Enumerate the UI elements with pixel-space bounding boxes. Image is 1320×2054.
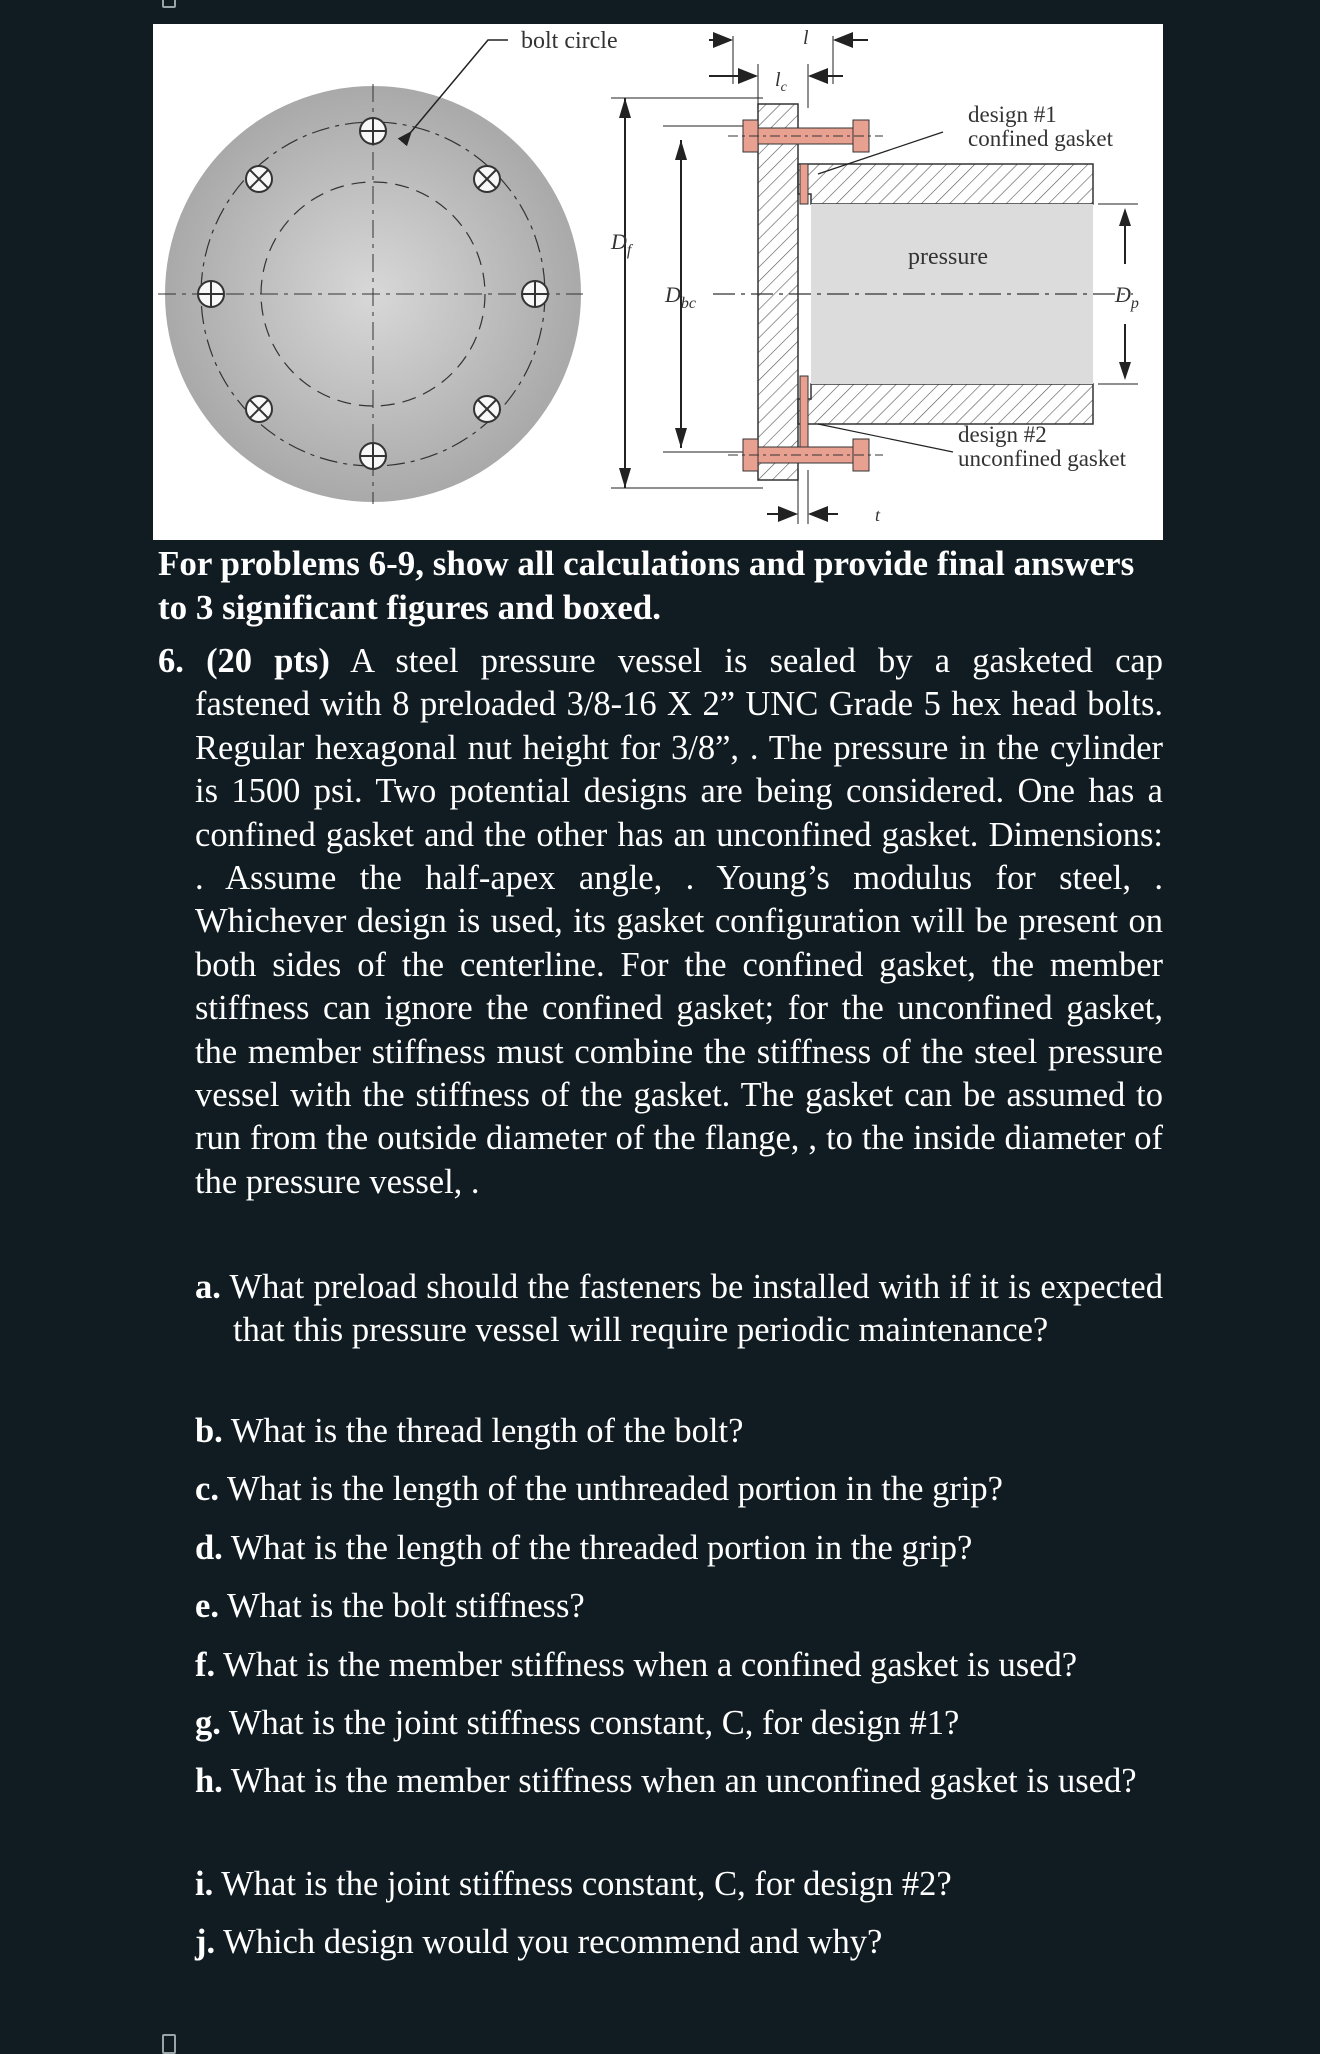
- problem-6: [158, 640, 1163, 1204]
- part-j: j. Which design would you recommend and why?: [195, 1923, 883, 1961]
- bolt-hole-bl: [246, 396, 272, 422]
- part-i: i. What is the joint stiffness constant, C, for design #2?: [195, 1865, 952, 1903]
- label-lc: $l_c$: [775, 69, 787, 95]
- gasket-confined: [800, 164, 808, 204]
- part-b: b. What is the thread length of the bolt?: [195, 1412, 744, 1450]
- label-design1-line1: design #1: [968, 102, 1057, 127]
- bolt-top: [728, 120, 883, 152]
- part-f: f. What is the member stiffness when a confined gasket is used?: [195, 1646, 1078, 1684]
- bolt-hole-left: [198, 281, 224, 307]
- label-t: t: [875, 505, 881, 525]
- label-design1-line2: confined gasket: [968, 126, 1113, 151]
- pipe-wall-bottom: [798, 384, 1093, 424]
- label-dp: $D_p$: [1115, 282, 1139, 312]
- problem-6-first-line: [158, 640, 1163, 683]
- problem-6-first-text: A steel pressure vessel is sealed by a gasketed cap: [350, 642, 1163, 680]
- bolt-hole-tr: [474, 166, 500, 192]
- part-e: e. What is the bolt stiffness?: [195, 1587, 585, 1625]
- part-d: d. What is the length of the threaded portion in the grip?: [195, 1529, 973, 1567]
- figure-drawing: [153, 24, 1163, 540]
- problem-6-number: 6. (20 pts): [158, 642, 330, 680]
- pressure-vessel-figure: [153, 24, 1163, 540]
- checkbox-bottom[interactable]: [162, 2034, 176, 2054]
- label-pressure: pressure: [908, 244, 988, 270]
- label-design2-line1: design #2: [958, 422, 1047, 447]
- bolt-hole-top: [360, 118, 386, 144]
- part-c: c. What is the length of the unthreaded portion in the grip?: [195, 1470, 1003, 1508]
- label-design2-line2: unconfined gasket: [958, 446, 1126, 471]
- pipe-wall-top: [798, 164, 1093, 204]
- label-l: l: [803, 27, 809, 49]
- bolt-hole-tl: [246, 166, 272, 192]
- gasket-unconfined: [800, 376, 808, 454]
- part-a: a. What preload should the fasteners be installed with if it is expected that this pressure vessel will require periodic maintenance?: [195, 1268, 1163, 1350]
- checkbox-top[interactable]: [162, 0, 176, 8]
- label-dbc: $D_{bc}$: [665, 282, 696, 312]
- label-bolt-circle: bolt circle: [521, 28, 618, 54]
- part-g: g. What is the joint stiffness constant, C, for design #1?: [195, 1704, 960, 1742]
- bolt-hole-br: [474, 396, 500, 422]
- cap-section: [758, 104, 798, 480]
- bolt-hole-bottom: [360, 443, 386, 469]
- label-df: $D_f$: [611, 229, 632, 259]
- part-h: h. What is the member stiffness when an unconfined gasket is used?: [195, 1762, 1137, 1800]
- problem-6-body: fastened with 8 preloaded 3/8-16 X 2” UNC Grade 5 hex head bolts. Regular hexagonal nut height for 3/8”, . The pressure in the cylinder is 1500 psi. Two potential designs are being considered. One has a confined gasket and the other has an unconfined gasket. Dimensions: . Assume the half-apex angle, . Young’s modulus for steel, . Whichever design is used, its gasket configuration will be present on both sides of the centerline. For the confined gasket, the member stiffness can ignore the confined gasket; for the unconfined gasket, the member stiffness must combine the stiffness of the steel pressure vessel with the stiffness of the gasket. The gasket can be assumed to run from the outside diameter of the flange, , to the inside diameter of the pressure vessel, .: [195, 685, 1163, 1201]
- problems-intro: For problems 6-9, show all calculations and provide final answers to 3 significant figures and boxed.: [158, 544, 1135, 627]
- bolt-hole-right: [522, 281, 548, 307]
